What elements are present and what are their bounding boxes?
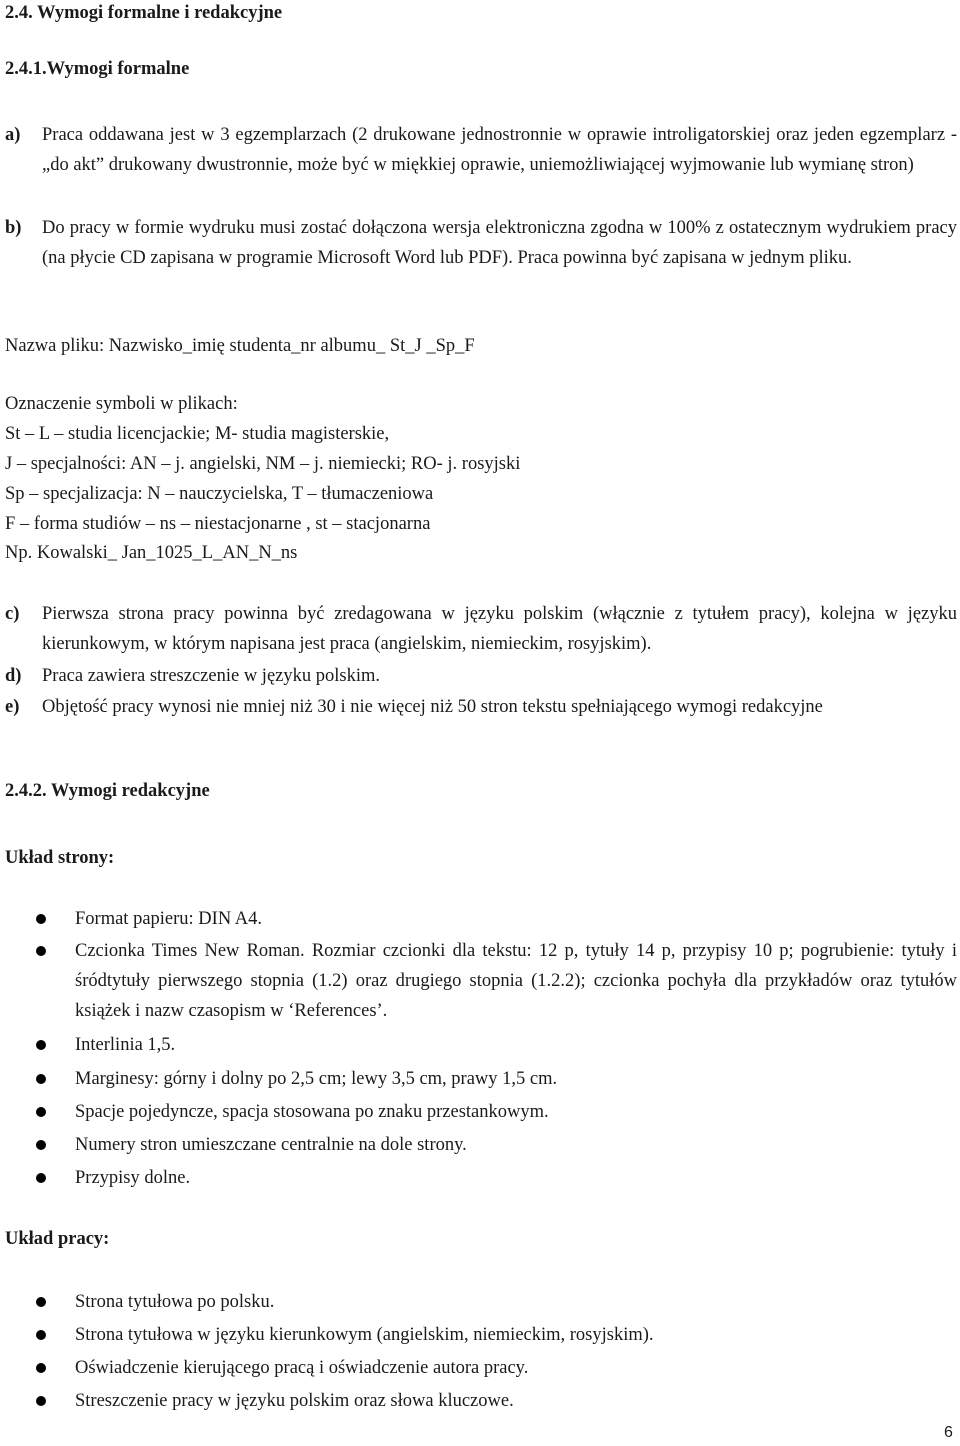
item-text: Objętość pracy wynosi nie mniej niż 30 i nie więcej niż 50 stron tekstu spełniającego wymogi redakcyjne bbox=[42, 697, 823, 717]
work-layout-title: Układ pracy: bbox=[5, 1229, 110, 1249]
list-item: Marginesy: górny i dolny po 2,5 cm; lewy 3,5 cm, prawy 1,5 cm. bbox=[36, 1064, 957, 1094]
bullet-icon bbox=[36, 1396, 46, 1406]
bullet-icon bbox=[36, 1140, 46, 1150]
formal-item-b bbox=[5, 213, 957, 273]
formal-item-c bbox=[5, 599, 957, 659]
item-label: a) bbox=[5, 125, 21, 145]
item-text: Praca oddawana jest w 3 egzemplarzach (2 drukowane jednostronnie w oprawie introligatorskiej oraz jeden egzemplarz - „do akt” drukowany dwustronnie, może być w miękkiej oprawie, uniemożliwiającej wyjmowanie lub wymianę stron) bbox=[42, 125, 957, 175]
list-item: Format papieru: DIN A4. bbox=[36, 904, 957, 934]
list-item: Streszczenie pracy w języku polskim oraz słowa kluczowe. bbox=[36, 1386, 957, 1416]
formal-item-d bbox=[5, 661, 957, 691]
subsection-heading-2-4-2: 2.4.2. Wymogi redakcyjne bbox=[5, 781, 210, 801]
item-label: d) bbox=[5, 666, 22, 686]
bullet-icon bbox=[36, 914, 46, 924]
bullet-icon bbox=[36, 1297, 46, 1307]
item-text: Praca zawiera streszczenie w języku polskim. bbox=[42, 666, 380, 686]
filename-example: Np. Kowalski_ Jan_1025_L_AN_N_ns bbox=[5, 543, 298, 563]
item-label: c) bbox=[5, 604, 20, 624]
item-label: b) bbox=[5, 218, 22, 238]
list-item: Interlinia 1,5. bbox=[36, 1030, 957, 1060]
bullet-icon bbox=[36, 1040, 46, 1050]
list-item: Czcionka Times New Roman. Rozmiar czcionki dla tekstu: 12 p, tytuły 14 p, przypisy 10 p; pogrubienie: tytuły i śródtytuły pierwszego stopnia (1.2) oraz drugiego stopnia (1.2.2); czcionka pochyła dla przykładów oraz tytułów książek i nazw czasopism w ‘References’. bbox=[36, 936, 957, 1026]
bullet-icon bbox=[36, 1363, 46, 1373]
list-item: Strona tytułowa w języku kierunkowym (angielskim, niemieckim, rosyjskim). bbox=[36, 1320, 957, 1350]
list-item: Spacje pojedyncze, spacja stosowana po znaku przestankowym. bbox=[36, 1097, 957, 1127]
list-item: Przypisy dolne. bbox=[36, 1163, 957, 1193]
bullet-icon bbox=[36, 1074, 46, 1084]
bullet-icon bbox=[36, 1173, 46, 1183]
subsection-heading-2-4-1: 2.4.1.Wymogi formalne bbox=[5, 59, 190, 79]
symbols-title: Oznaczenie symboli w plikach: bbox=[5, 394, 238, 414]
page-number: 6 bbox=[944, 1424, 953, 1441]
page-layout-title: Układ strony: bbox=[5, 848, 115, 868]
bullet-icon bbox=[36, 946, 46, 956]
item-text: Pierwsza strona pracy powinna być zredagowana w języku polskim (włącznie z tytułem pracy), kolejna w języku kierunkowym, w którym napisana jest praca (angielskim, niemieckim, rosyjskim). bbox=[42, 604, 957, 654]
list-item: Oświadczenie kierującego pracą i oświadczenie autora pracy. bbox=[36, 1353, 957, 1383]
symbol-line: Sp – specjalizacja: N – nauczycielska, T – tłumaczeniowa bbox=[5, 484, 434, 504]
symbol-line: St – L – studia licencjackie; M- studia magisterskie, bbox=[5, 424, 390, 444]
bullet-icon bbox=[36, 1107, 46, 1117]
filename-pattern: Nazwa pliku: Nazwisko_imię studenta_nr albumu_ St_J _Sp_F bbox=[5, 336, 475, 356]
list-item: Numery stron umieszczane centralnie na dole strony. bbox=[36, 1130, 957, 1160]
bullet-icon bbox=[36, 1330, 46, 1340]
section-heading-2-4: 2.4. Wymogi formalne i redakcyjne bbox=[5, 3, 283, 23]
item-label: e) bbox=[5, 697, 20, 717]
item-text: Do pracy w formie wydruku musi zostać dołączona wersja elektroniczna zgodna w 100% z ostatecznym wydrukiem pracy (na płycie CD zapisana w programie Microsoft Word lub PDF). Praca powinna być zapisana w jednym pliku. bbox=[42, 218, 957, 268]
symbol-line: J – specjalności: AN – j. angielski, NM – j. niemiecki; RO- j. rosyjski bbox=[5, 454, 521, 474]
symbol-line: F – forma studiów – ns – niestacjonarne , st – stacjonarna bbox=[5, 514, 431, 534]
formal-item-e bbox=[5, 692, 957, 722]
list-item: Strona tytułowa po polsku. bbox=[36, 1287, 957, 1317]
formal-item-a bbox=[5, 120, 957, 180]
